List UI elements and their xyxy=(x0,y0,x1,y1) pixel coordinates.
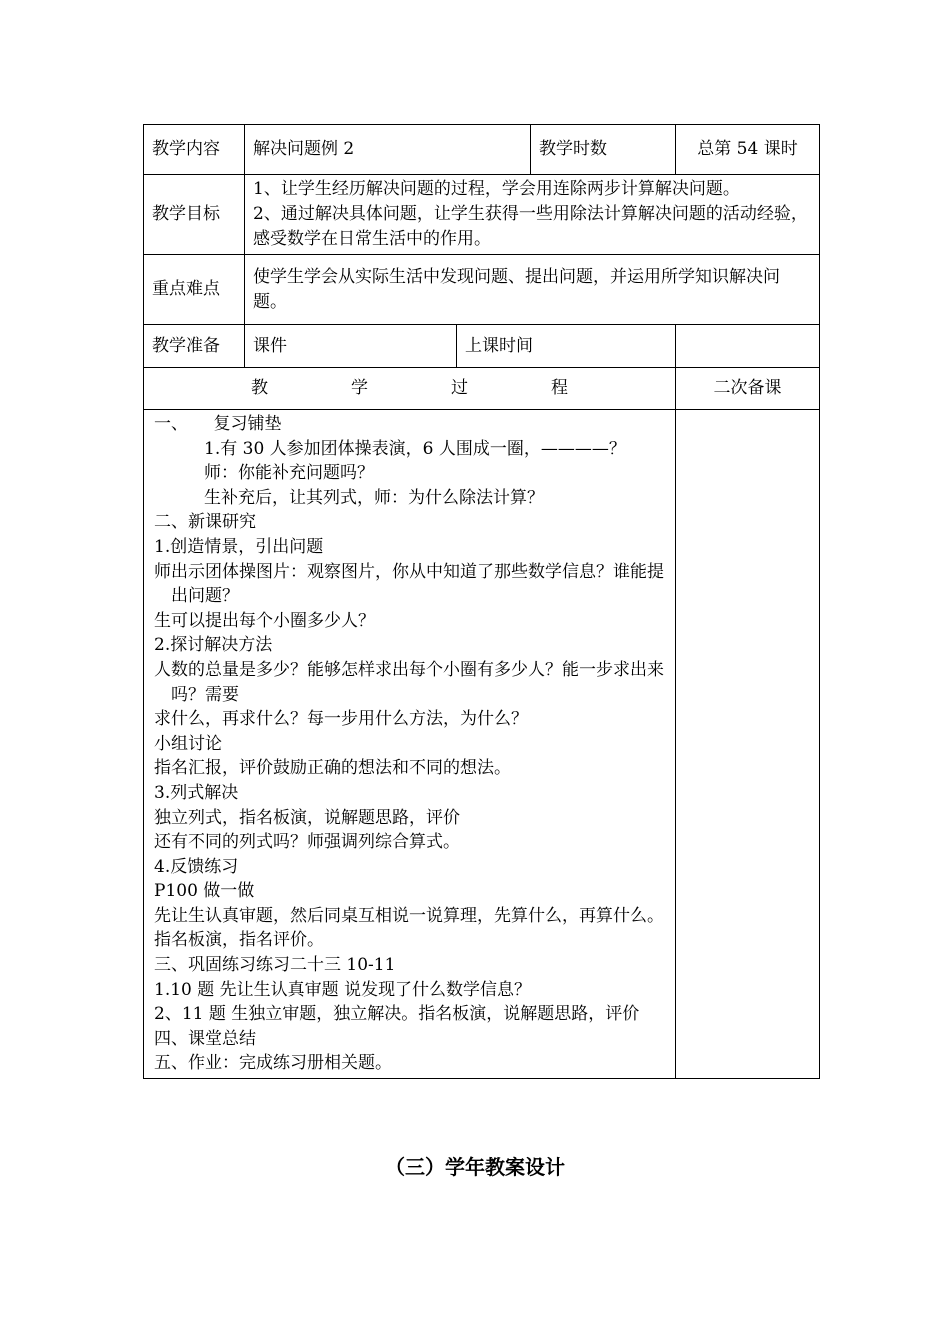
process-line: 二、新课研究 xyxy=(154,512,256,533)
process-char-1: 教 xyxy=(251,378,268,398)
process-line: 独立列式，指名板演，说解题思路，评价 xyxy=(154,807,460,828)
row-prep xyxy=(144,325,820,368)
process-line: 还有不同的列式吗？师强调列综合算式。 xyxy=(154,832,460,853)
prep-value: 课件 xyxy=(245,325,457,368)
process-line: 3.列式解决 xyxy=(154,782,239,803)
row-process-header xyxy=(144,368,820,410)
time-value xyxy=(676,325,820,368)
process-line: 生可以提出每个小圈多少人？ xyxy=(154,610,375,631)
process-line: 1.10 题 先让生认真审题 说发现了什么数学信息？ xyxy=(154,979,532,1000)
goals-label: 教学目标 xyxy=(144,175,245,255)
process-line: 五、作业：完成练习册相关题。 xyxy=(154,1053,392,1074)
row-key-points xyxy=(144,255,820,325)
key-label: 重点难点 xyxy=(144,255,245,325)
process-char-3: 过 xyxy=(451,378,468,398)
process-line: 师出示团体操图片：观察图片，你从中知道了那些数学信息？谁能提出问题？ xyxy=(154,561,664,607)
goal-line-1: 1、让学生经历解决问题的过程，学会用连除两步计算解决问题。 xyxy=(253,179,740,199)
process-line: 四、课堂总结 xyxy=(154,1028,256,1049)
prep-label: 教学准备 xyxy=(144,325,245,368)
row-process-body xyxy=(144,410,820,1079)
process-line: 小组讨论 xyxy=(154,733,222,754)
process-char-4: 程 xyxy=(551,378,568,398)
process-line: 三、巩固练习练习二十三 10-11 xyxy=(154,955,396,976)
process-line: 生补充后，让其列式，师：为什么除法计算？ xyxy=(204,487,544,508)
hours-label: 教学时数 xyxy=(531,125,676,175)
lesson-plan-table xyxy=(143,124,820,1079)
hours-value: 总第 54 课时 xyxy=(676,125,820,175)
process-line: 人数的总量是多少？能够怎样求出每个小圈有多少人？能一步求出来吗？需要 xyxy=(154,659,664,705)
content-label: 教学内容 xyxy=(144,125,245,175)
content-value: 解决问题例 2 xyxy=(245,125,531,175)
section-heading: （三）学年教案设计 xyxy=(385,1155,565,1179)
process-line: P100 做一做 xyxy=(154,881,255,902)
process-char-2: 学 xyxy=(351,378,368,398)
goals-value xyxy=(245,175,820,255)
second-prep-label: 二次备课 xyxy=(676,368,820,410)
process-line: 求什么，再求什么？每一步用什么方法，为什么？ xyxy=(154,709,528,730)
process-line: 指名板演，指名评价。 xyxy=(154,930,324,951)
key-value: 使学生学会从实际生活中发现问题、提出问题，并运用所学知识解决问题。 xyxy=(245,255,820,325)
process-line: 先让生认真审题，然后同桌互相说一说算理，先算什么，再算什么。 xyxy=(154,905,664,926)
goal-line-2: 2、通过解决具体问题，让学生获得一些用除法计算解决问题的活动经验，感受数学在日常生活中的作用。 xyxy=(253,204,808,249)
process-line: 4.反馈练习 xyxy=(154,856,239,877)
time-label: 上课时间 xyxy=(457,325,676,368)
process-line: 2、11 题 生独立审题，独立解决。指名板演，说解题思路，评价 xyxy=(154,1004,640,1025)
process-line: 2.探讨解决方法 xyxy=(154,635,273,656)
process-header xyxy=(144,368,676,410)
row-goals xyxy=(144,175,820,255)
process-line: 指名汇报，评价鼓励正确的想法和不同的想法。 xyxy=(154,758,511,779)
process-line: 1.有 30 人参加团体操表演，6 人围成一圈，————？ xyxy=(204,438,626,459)
process-content xyxy=(144,410,676,1079)
second-prep-area xyxy=(676,410,820,1079)
process-line: 1.创造情景，引出问题 xyxy=(154,536,324,557)
process-line: 师：你能补充问题吗？ xyxy=(204,463,374,484)
process-line: 一、 复习铺垫 xyxy=(154,414,282,434)
row-content xyxy=(144,125,820,175)
